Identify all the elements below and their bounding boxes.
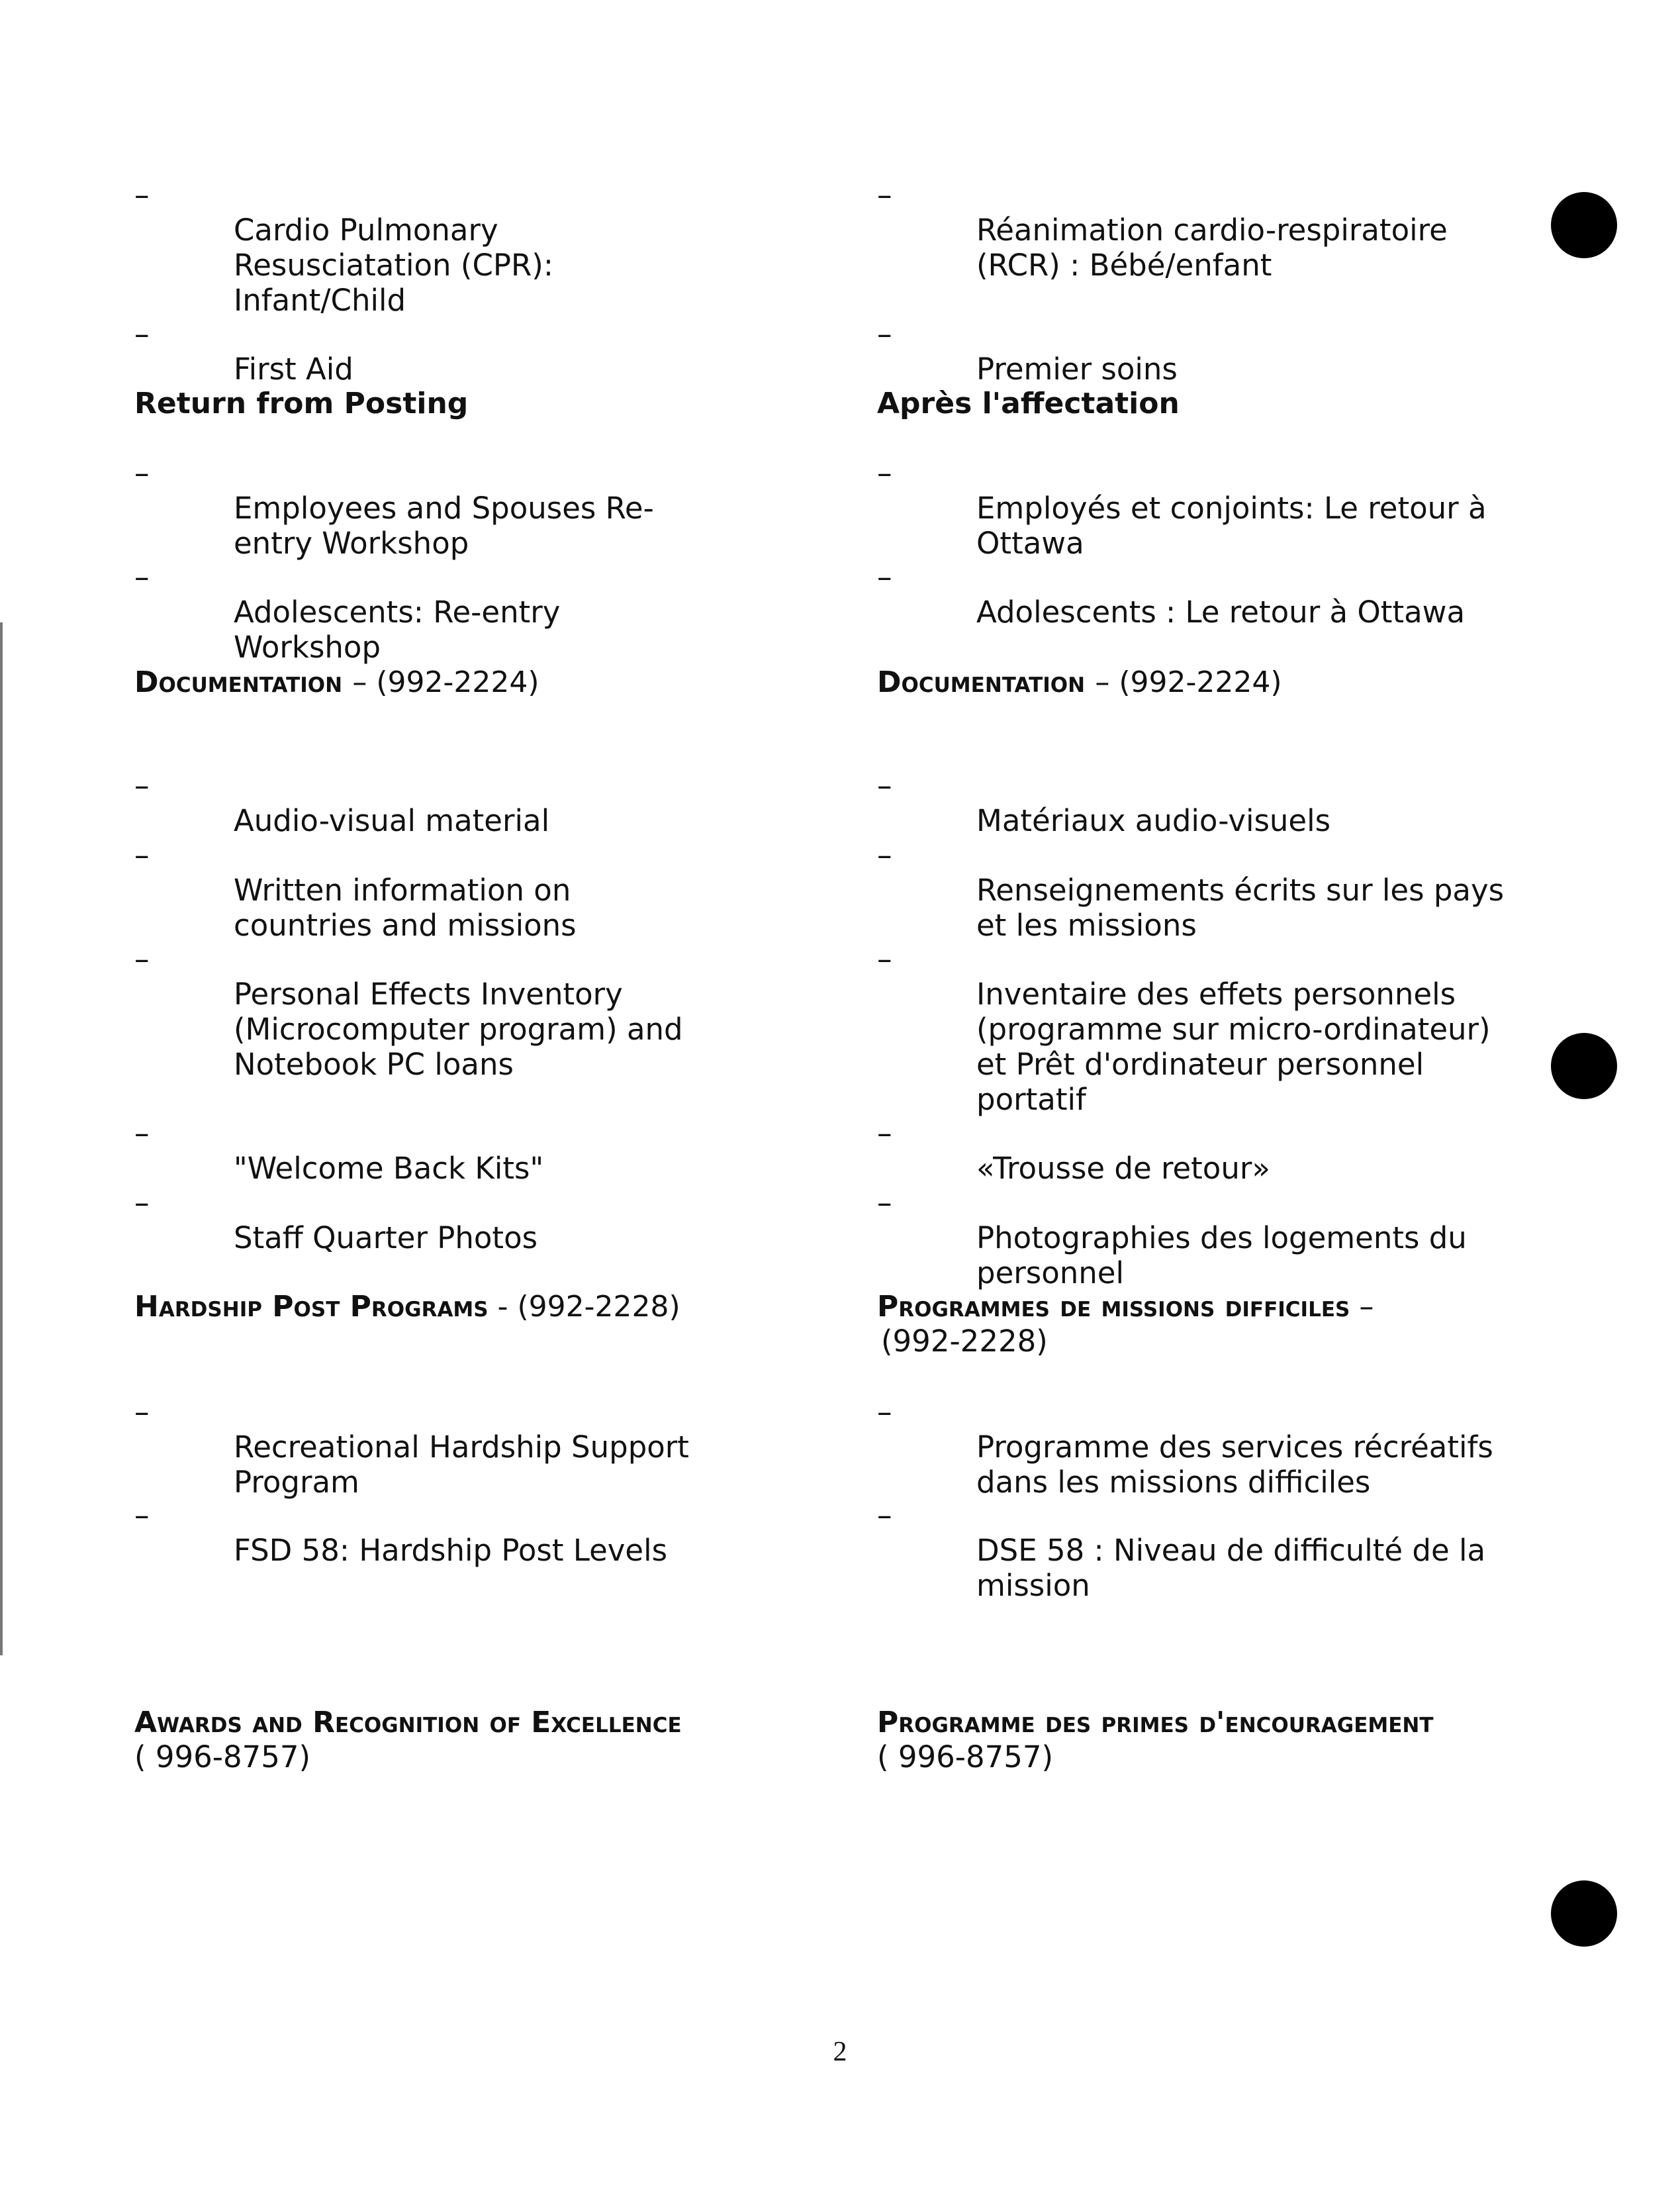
list-item-written-information <box>134 838 577 943</box>
list-item-materiaux <box>877 768 1330 838</box>
item-text: Réanimation cardio-respiratoire (RCR) : Bébé/enfant <box>976 213 1448 283</box>
dash-bullet: – <box>877 1185 892 1220</box>
list-item-inventaire <box>877 942 1491 1117</box>
list-item-audio-visual <box>134 768 549 838</box>
phone-number: - (992-2228) <box>488 1290 680 1324</box>
dash-bullet: – <box>134 456 150 491</box>
item-text: Cardio Pulmonary Resusciatation (CPR): Infant/Child <box>234 213 553 318</box>
dash-bullet: – <box>877 456 892 491</box>
dash-bullet: – <box>134 942 150 977</box>
dash-bullet: – <box>134 559 150 595</box>
item-text: Employés et conjoints: Le retour à Ottawa <box>976 491 1487 561</box>
dash-bullet: – <box>877 1394 892 1430</box>
list-item-photographies <box>877 1185 1467 1290</box>
list-item-reentry-workshop <box>134 456 654 561</box>
item-text: Recreational Hardship Support Program <box>234 1430 689 1500</box>
list-item-welcome-kits <box>134 1116 543 1186</box>
list-item-rcr <box>877 177 1448 283</box>
dash-bullet: – <box>877 177 892 213</box>
dash-bullet: – <box>134 1498 150 1533</box>
item-text: Inventaire des effets personnels (programme sur micro-ordinateur) et Prêt d'ordinateur personnel portatif <box>976 977 1491 1117</box>
list-item-adolescents <box>134 559 560 665</box>
list-item-dse58 <box>877 1498 1485 1603</box>
heading-primes <box>877 1706 1434 1740</box>
heading-programmes-missions <box>877 1290 1374 1324</box>
heading-text: Documentation <box>134 665 343 699</box>
item-text: «Trousse de retour» <box>976 1151 1270 1186</box>
programmes-phone: (992-2228) <box>881 1324 1048 1359</box>
item-text: Photographies des logements du personnel <box>976 1220 1467 1290</box>
list-item-personal-effects <box>134 942 683 1082</box>
heading-hardship-post-programs <box>134 1290 680 1324</box>
item-text: First Aid <box>234 352 353 387</box>
primes-phone: ( 996-8757) <box>877 1739 1054 1774</box>
dash-bullet: – <box>877 942 892 977</box>
dash-bullet: – <box>134 177 150 213</box>
item-text: Personal Effects Inventory (Microcomputer program) and Notebook PC loans <box>234 977 683 1082</box>
item-text: Programme des services récréatifs dans les missions difficiles <box>976 1430 1493 1500</box>
dash-bullet: – <box>134 1116 150 1151</box>
heading-text: Programme des primes d'encouragement <box>877 1706 1434 1739</box>
margin-rule <box>0 622 3 1655</box>
dash-bullet: – <box>134 316 150 352</box>
list-item-first-aid <box>134 316 353 387</box>
dash-bullet: – <box>877 768 892 803</box>
list-item-cpr <box>134 177 553 318</box>
list-item-renseignements <box>877 838 1504 943</box>
phone-number: – (992-2224) <box>1095 665 1282 699</box>
heading-dash: – <box>1350 1290 1374 1324</box>
list-item-fsd58 <box>134 1498 667 1568</box>
list-item-employes <box>877 456 1487 561</box>
phone-number: – (992-2224) <box>352 665 539 699</box>
item-text: Employees and Spouses Re- entry Workshop <box>234 491 654 561</box>
dash-bullet: – <box>134 1394 150 1430</box>
item-text: Adolescents: Re-entry Workshop <box>234 595 561 665</box>
list-item-adolescents-fr <box>877 559 1465 630</box>
heading-documentation-fr <box>877 665 1282 700</box>
list-item-premier-soins <box>877 316 1178 387</box>
dash-bullet: – <box>877 1116 892 1151</box>
dash-bullet: – <box>877 316 892 352</box>
binder-hole-bottom <box>1551 1880 1617 1947</box>
dash-bullet: – <box>134 1185 150 1220</box>
list-item-services-recreatifs <box>877 1394 1493 1500</box>
heading-return-from-posting: Return from Posting <box>134 387 469 420</box>
list-item-staff-photos <box>134 1185 537 1255</box>
dash-bullet: – <box>877 838 892 873</box>
heading-text: Awards and Recognition of Excellence <box>134 1706 682 1739</box>
item-text: DSE 58 : Niveau de difficulté de la mission <box>976 1533 1486 1603</box>
item-text: Staff Quarter Photos <box>234 1220 538 1255</box>
page-number: 2 <box>833 2037 847 2067</box>
item-text: FSD 58: Hardship Post Levels <box>234 1533 668 1568</box>
item-text: "Welcome Back Kits" <box>234 1151 544 1186</box>
item-text: Renseignements écrits sur les pays et les missions <box>976 873 1505 943</box>
dash-bullet: – <box>877 559 892 595</box>
heading-text: Programmes de missions difficiles <box>877 1290 1350 1324</box>
item-text: Matériaux audio-visuels <box>976 803 1331 838</box>
binder-hole-middle <box>1551 1033 1617 1099</box>
heading-awards <box>134 1706 682 1740</box>
dash-bullet: – <box>877 1498 892 1533</box>
heading-text: Documentation <box>877 665 1086 699</box>
list-item-trousse <box>877 1116 1270 1186</box>
item-text: Premier soins <box>976 352 1178 387</box>
list-item-recreational-support <box>134 1394 689 1500</box>
heading-apres-affectation: Après l'affectation <box>877 387 1180 420</box>
heading-documentation <box>134 665 539 700</box>
heading-text: Hardship Post Programs <box>134 1290 489 1324</box>
awards-phone: ( 996-8757) <box>134 1739 311 1774</box>
item-text: Written information on countries and missions <box>234 873 577 943</box>
item-text: Adolescents : Le retour à Ottawa <box>976 595 1466 630</box>
dash-bullet: – <box>134 768 150 803</box>
dash-bullet: – <box>134 838 150 873</box>
item-text: Audio-visual material <box>234 803 550 838</box>
binder-hole-top <box>1551 192 1617 258</box>
